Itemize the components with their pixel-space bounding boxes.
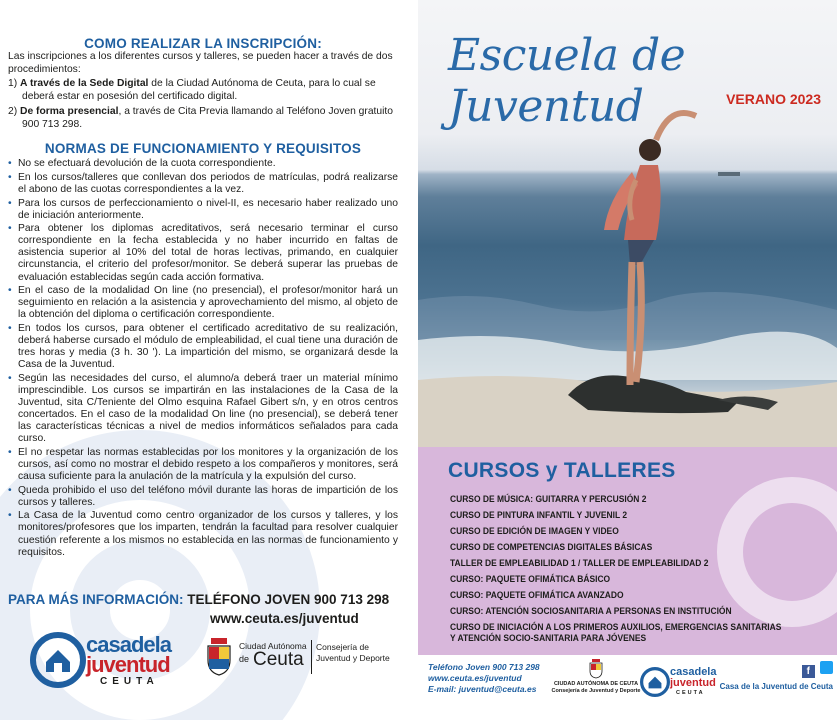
footer-email[interactable]: E-mail: juventud@ceuta.es — [428, 684, 537, 694]
course-item: CURSO DE COMPETENCIAS DIGITALES BÁSICAS — [450, 542, 653, 552]
option-1-rest: de la Ciudad Autónoma de Ceuta, para lo cual se deberá estar en posesión del certificado digital. — [22, 78, 376, 103]
casa-juventud-logo — [30, 630, 200, 690]
footer-casa-icon — [640, 667, 670, 697]
brochure-subtitle: VERANO 2023 — [726, 91, 821, 107]
option-1: 1) A través de la Sede Digital de la Ciudad Autónoma de Ceuta, para lo cual se deberá estar en posesión del certificado digital. — [8, 78, 376, 103]
footer-web[interactable]: www.ceuta.es/juventud — [428, 673, 522, 683]
course-item: Y ATENCIÓN SOCIO-SANITARIA PARA JÓVENES — [450, 633, 647, 643]
rule-item: • Queda prohibido el uso del teléfono móvil durante las horas de impartición de los cursos y talleres. — [8, 485, 398, 509]
courses-list — [450, 491, 810, 644]
option-2-rest: , a través de Cita Previa llamando al Teléfono Joven gratuito 900 713 298. — [22, 105, 394, 130]
option-2-bold: De forma presencial — [20, 105, 119, 117]
inscripcion-intro: Las inscripciones a los diferentes cursos y talleres, se pueden hacer a través de dos procedimientos: — [8, 51, 393, 75]
rule-item: • En los cursos/talleres que conllevan dos periodos de matrículas, podrá realizarse el abono de las cuotas correspondientes a la vez. — [8, 172, 398, 196]
right-panel — [418, 0, 837, 720]
footer-casa-line1: casadela — [670, 666, 717, 678]
footer-phone: Teléfono Joven 900 713 298 — [428, 662, 540, 672]
course-item: CURSO: ATENCIÓN SOCIOSANITARIA A PERSONAS EN INSTITUCIÓN — [450, 606, 732, 616]
option-2: 2) De forma presencial, a través de Cita Previa llamando al Teléfono Joven gratuito 900 713 298. — [8, 105, 394, 130]
courses-title: CURSOS y TALLERES — [448, 459, 676, 482]
course-item: TALLER DE EMPLEABILIDAD 1 / TALLER DE EMPLEABILIDAD 2 — [450, 558, 709, 568]
footer-casa-line2: juventud — [670, 677, 716, 689]
more-info-web[interactable]: www.ceuta.es/juventud — [210, 611, 359, 626]
option-1-bold: A través de la Sede Digital — [20, 78, 149, 90]
rule-item: • No se efectuará devolución de la cuota correspondiente. — [8, 158, 398, 170]
ceuta-logo-big: Ceuta — [253, 649, 304, 670]
rule-item: • Según las necesidades del curso, el alumno/a deberá traer un material mínimo imprescindible. Los cursos se impartirán en las instalaciones de la Casa de la Juventud, sita C/Teniente del Olmo esquina Rafael Gibert s/n, y en otros centros concertados. En el caso de la modalidad On line (no presencial), se deberá tener las características técnicas a nivel de medios informáticos señalados para cada curso. — [8, 373, 398, 446]
course-item: CURSO DE PINTURA INFANTIL Y JUVENIL 2 — [450, 510, 628, 520]
casa-logo-line1: casadela — [86, 632, 171, 657]
inscripcion-title: COMO REALIZAR LA INSCRIPCIÓN: — [84, 36, 322, 51]
twitter-icon[interactable] — [820, 661, 833, 674]
casa-logo-line2: juventud — [86, 652, 170, 677]
cover-photo — [418, 0, 837, 447]
brochure-title: Escuela de Juventud — [448, 30, 686, 132]
footer-ceuta-logo — [546, 659, 646, 694]
ceuta-logo-de: de — [239, 654, 250, 664]
more-info-phone: TELÉFONO JOVEN 900 713 298 — [187, 592, 390, 607]
footer-contact — [428, 662, 540, 695]
footer-ceuta-line2: Consejería de Juventud y Deporte — [551, 687, 641, 694]
ceuta-logo-divider — [311, 640, 312, 674]
courses-panel — [418, 447, 837, 655]
ceuta-logo — [205, 638, 405, 678]
rule-item: • Para los cursos de perfeccionamiento o nivel-II, es necesario haber realizado uno de iniciación anteriormente. — [8, 198, 398, 222]
left-content — [0, 0, 418, 560]
rule-item: • El no respetar las normas establecidas por los monitores y la organización de los cursos, así como no mostrar el debido respeto a los compañeros y monitores, será causa suficiente para la anulación de la matrícula y la expulsión del curso. — [8, 447, 398, 483]
rules-list — [8, 158, 398, 559]
ceuta-logo-small: Ciudad Autónoma — [239, 641, 307, 651]
course-item: CURSO: PAQUETE OFIMÁTICA AVANZADO — [450, 590, 624, 600]
course-item: CURSO DE INICIACIÓN A LOS PRIMEROS AUXILIOS, EMERGENCIAS SANITARIAS — [450, 622, 782, 632]
footer-ceuta-shield-icon — [589, 659, 603, 679]
course-item: CURSO DE EDICIÓN DE IMAGEN Y VIDEO — [450, 526, 619, 536]
left-panel — [0, 0, 418, 720]
social-icons — [718, 661, 833, 678]
footer — [418, 655, 837, 720]
rule-item: • La Casa de la Juventud como centro organizador de los cursos y talleres, y los monitores/profesores que los imparten, tendrán la facultad para resolver cualquier cuestión referente a los mismos no establecida en las normas de funcionamiento y requisitos. — [8, 510, 398, 558]
ceuta-shield-icon — [205, 638, 233, 676]
rule-item: • En todos los cursos, para obtener el certificado acreditativo de su realización, deberá haberse cursado el módulo de empleabilidad, el cual tiene una duración de tres horas y media (3 h. 30 '). La impartición del mismo, se organizará desde la Casa de la Juventud. — [8, 323, 398, 371]
ceuta-logo-consejeria: Consejería de Juventud y Deporte — [316, 642, 390, 663]
course-item: CURSO DE MÚSICA: GUITARRA Y PERCUSIÓN 2 — [450, 494, 647, 504]
rule-item: • En el caso de la modalidad On line (no presencial), el profesor/monitor hará un seguimiento en relación a la asistencia y aprovechamiento del mismo, al objeto de la obtención del diploma o certificación correspondiente. — [8, 285, 398, 321]
footer-ceuta-line1: CIUDAD AUTÓNOMA DE CEUTA — [553, 681, 639, 687]
footer-casa-line3: CEUTA — [676, 690, 705, 696]
casa-at-house-icon — [30, 632, 86, 688]
footer-social-label: Casa de la Juventud de Ceuta — [719, 682, 833, 691]
more-info — [8, 592, 389, 607]
facebook-icon[interactable]: f — [802, 665, 815, 678]
rule-item: • Para obtener los diplomas acreditativos, será necesario terminar el curso correspondiente en la fecha establecida y no haber incurrido en faltas de asistencia superior al 10% del total de horas lectivas, primando, en cualquier circunstancia, el criterio del profesor/monitor. Se deberá superar las pruebas de evaluación establecidas según cada acción formativa. — [8, 223, 398, 283]
footer-social — [718, 661, 833, 691]
normas-title: NORMAS DE FUNCIONAMIENTO Y REQUISITOS — [44, 141, 362, 157]
course-item: CURSO: PAQUETE OFIMÁTICA BÁSICO — [450, 574, 611, 584]
casa-logo-line3: CEUTA — [100, 676, 159, 687]
more-info-label: PARA MÁS INFORMACIÓN: — [8, 592, 184, 607]
